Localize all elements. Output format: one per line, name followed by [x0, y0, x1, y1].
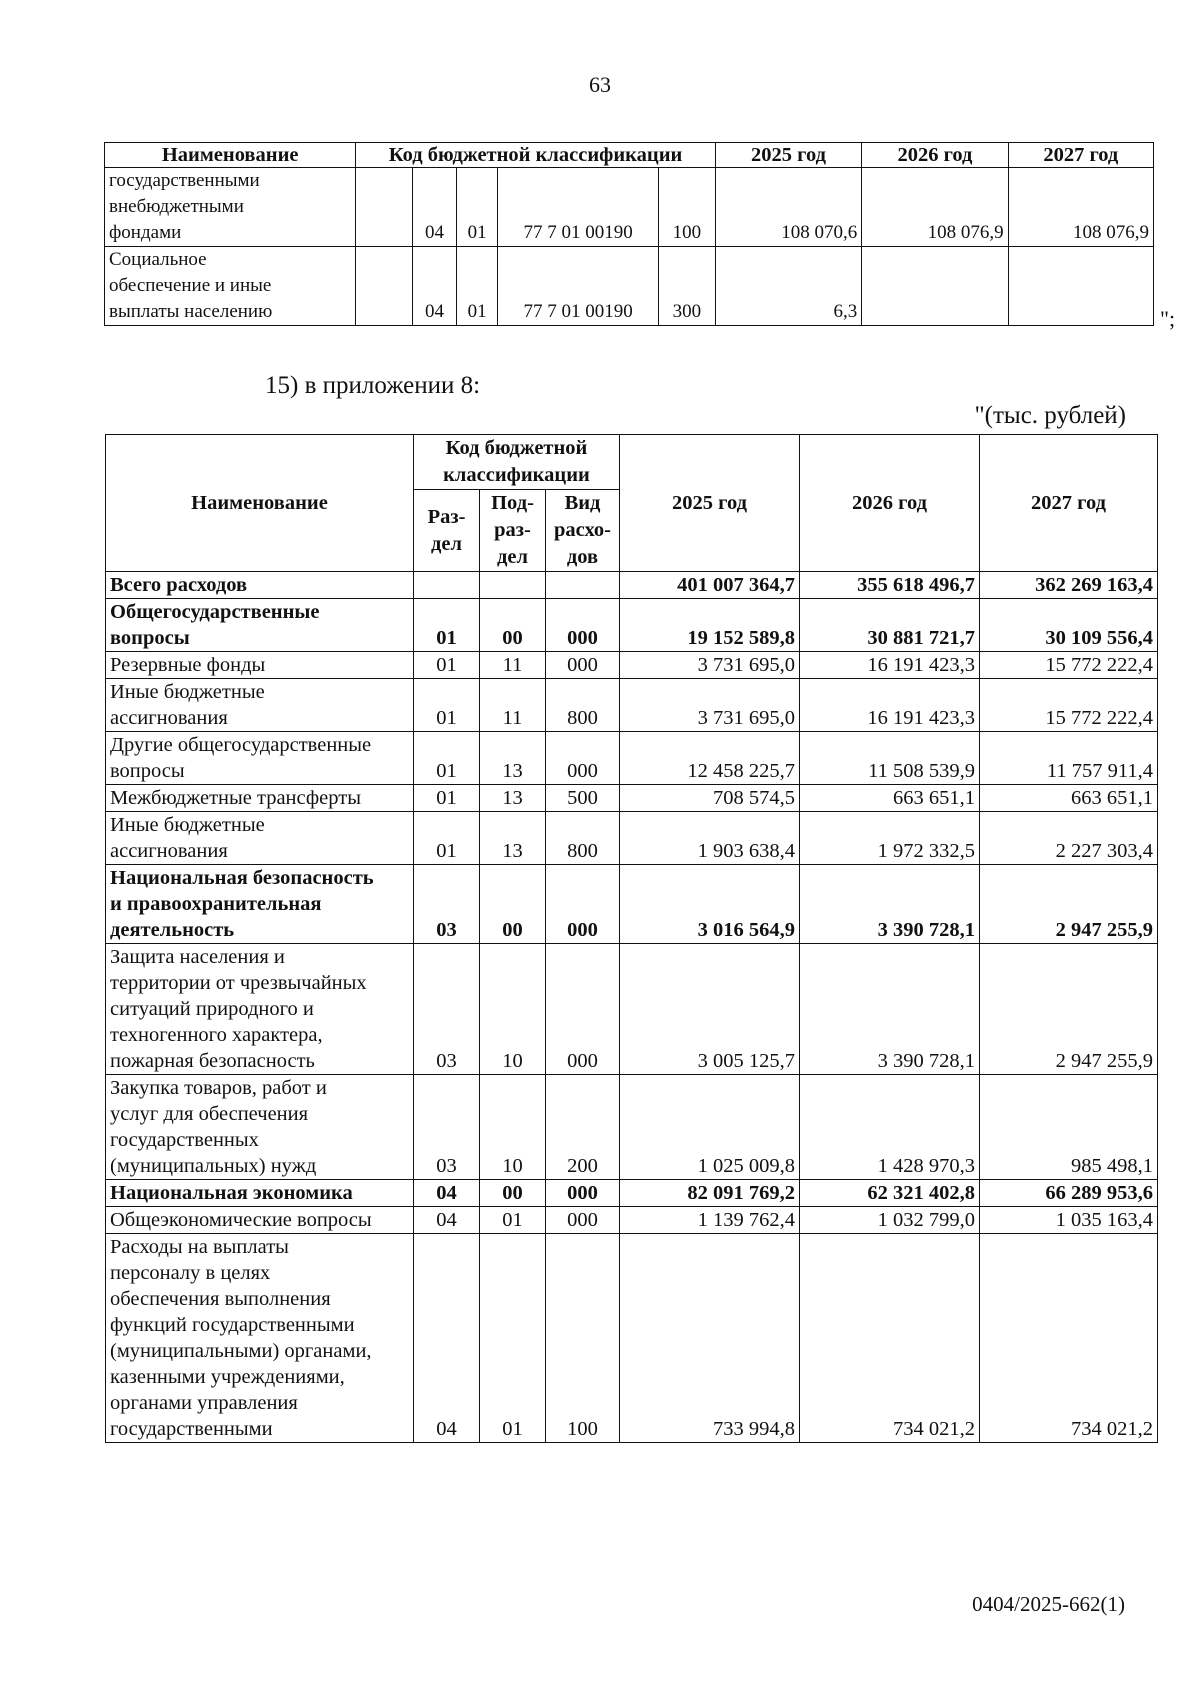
row-name [106, 652, 414, 679]
page-number: 63 [589, 72, 611, 97]
table-row [105, 247, 1154, 326]
podrazdel-cell: 00 [480, 1180, 546, 1207]
razdel-cell [414, 572, 480, 599]
value-2025-cell: 3 005 125,7 [620, 944, 800, 1075]
value-2026-cell: 663 651,1 [800, 785, 980, 812]
row-name-line: Национальная экономика [110, 1182, 353, 1204]
value-2027-cell: 15 772 222,4 [980, 652, 1158, 679]
podrazdel-cell: 13 [480, 812, 546, 865]
header-code-line-2: классификации [443, 464, 590, 486]
value-2027-cell: 2 947 255,9 [980, 865, 1158, 944]
table-row [106, 944, 1158, 1075]
value-2027-cell: 2 227 303,4 [980, 812, 1158, 865]
expense-type-cell: 000 [546, 599, 620, 652]
value-2025-cell: 108 070,6 [715, 168, 861, 247]
header-vid-line: дов [566, 546, 599, 568]
header-code: Код бюджетной классификации [356, 143, 716, 168]
header-vid [546, 490, 620, 572]
table-row [105, 168, 1154, 247]
row-name [106, 1075, 414, 1180]
value-2025-cell: 12 458 225,7 [620, 732, 800, 785]
row-name-line: пожарная безопасность [110, 1050, 315, 1072]
row-name [106, 572, 414, 599]
header-2027: 2027 год [1008, 143, 1153, 168]
row-name-line: органами управления [110, 1392, 298, 1414]
value-2026-cell: 734 021,2 [800, 1234, 980, 1443]
row-name-line: внебюджетными [109, 196, 244, 217]
table-row [106, 1207, 1158, 1234]
value-2025-cell: 3 731 695,0 [620, 652, 800, 679]
value-2025-cell: 6,3 [715, 247, 861, 326]
row-name-line: функций государственными [110, 1314, 355, 1336]
expense-type-cell: 000 [546, 1207, 620, 1234]
row-name [106, 1180, 414, 1207]
expense-type-cell: 100 [546, 1234, 620, 1443]
value-2026-cell: 3 390 728,1 [800, 944, 980, 1075]
row-name-line: Резервные фонды [110, 654, 266, 676]
row-name-line: и правоохранительная [110, 893, 322, 915]
row-name-line: территории от чрезвычайных [110, 972, 367, 994]
row-name [106, 785, 414, 812]
value-2026-cell: 3 390 728,1 [800, 865, 980, 944]
value-2027-cell [1008, 247, 1153, 326]
expense-type-cell: 200 [546, 1075, 620, 1180]
razdel-cell: 03 [414, 1075, 480, 1180]
table2-header-row-1 [106, 435, 1158, 490]
value-2026-cell: 1 032 799,0 [800, 1207, 980, 1234]
header-code-line-1: Код бюджетной [445, 437, 588, 459]
value-2026-cell: 30 881 721,7 [800, 599, 980, 652]
table-row [106, 572, 1158, 599]
header-razdel [414, 490, 480, 572]
code-blank-cell [356, 247, 413, 326]
table1-header-row [105, 143, 1154, 168]
value-2027-cell: 663 651,1 [980, 785, 1158, 812]
row-name [106, 865, 414, 944]
row-name-line: Всего расходов [110, 574, 248, 596]
value-2026-cell: 108 076,9 [862, 168, 1008, 247]
podrazdel-cell: 00 [480, 865, 546, 944]
row-name [105, 247, 356, 326]
row-name-line: государственными [109, 170, 260, 191]
table-row [106, 865, 1158, 944]
header-2025: 2025 год [715, 143, 861, 168]
row-name-line: вопросы [110, 760, 185, 782]
podrazdel-cell: 10 [480, 944, 546, 1075]
podrazdel-cell: 10 [480, 1075, 546, 1180]
table-row [106, 1075, 1158, 1180]
row-name-line: Закупка товаров, работ и [110, 1077, 327, 1099]
value-2025-cell: 3 731 695,0 [620, 679, 800, 732]
razdel-cell: 01 [414, 679, 480, 732]
razdel-cell: 03 [414, 944, 480, 1075]
target-article-cell: 77 7 01 00190 [498, 168, 659, 247]
value-2027-cell: 30 109 556,4 [980, 599, 1158, 652]
value-2026-cell: 11 508 539,9 [800, 732, 980, 785]
table-row [106, 679, 1158, 732]
podrazdel-cell: 01 [480, 1207, 546, 1234]
value-2027-cell: 985 498,1 [980, 1075, 1158, 1180]
podrazdel-cell [480, 572, 546, 599]
row-name-line: Защита населения и [110, 946, 285, 968]
value-2027-cell: 11 757 911,4 [980, 732, 1158, 785]
header-2026: 2026 год [862, 143, 1008, 168]
row-name [106, 944, 414, 1075]
row-name-line: государственными [110, 1418, 273, 1440]
razdel-cell: 04 [414, 1234, 480, 1443]
row-name-line: Социальное [109, 249, 207, 270]
podrazdel-cell: 13 [480, 785, 546, 812]
podrazdel-cell: 13 [480, 732, 546, 785]
header-code [414, 435, 620, 490]
value-2025-cell: 19 152 589,8 [620, 599, 800, 652]
razdel-cell: 01 [414, 732, 480, 785]
section-caption: 15) в приложении 8: [265, 372, 481, 399]
value-2026-cell: 62 321 402,8 [800, 1180, 980, 1207]
table-row [106, 1234, 1158, 1443]
row-name [106, 679, 414, 732]
expense-type-cell: 500 [546, 785, 620, 812]
row-name-line: ситуаций природного и [110, 998, 314, 1020]
row-name-line: государственных [110, 1129, 259, 1151]
value-2027-cell: 108 076,9 [1008, 168, 1153, 247]
value-2025-cell: 401 007 364,7 [620, 572, 800, 599]
row-name-line: Общегосударственные [110, 601, 320, 623]
value-2027-cell: 362 269 163,4 [980, 572, 1158, 599]
value-2025-cell: 1 903 638,4 [620, 812, 800, 865]
podrazdel-cell: 01 [456, 247, 498, 326]
target-article-cell: 77 7 01 00190 [498, 247, 659, 326]
appendix-table-continuation [104, 142, 1154, 326]
table-row [106, 812, 1158, 865]
header-podrazdel [480, 490, 546, 572]
row-name-line: Общеэкономические вопросы [110, 1209, 372, 1231]
row-name-line: ассигнования [110, 840, 228, 862]
header-podrazdel-line: раз- [494, 519, 531, 541]
podrazdel-cell: 01 [480, 1234, 546, 1443]
podrazdel-cell: 11 [480, 679, 546, 732]
row-name-line: Расходы на выплаты [110, 1236, 289, 1258]
row-name-line: (муниципальными) органами, [110, 1340, 372, 1362]
row-name [106, 732, 414, 785]
header-podrazdel-line: дел [497, 546, 528, 568]
razdel-cell: 01 [414, 599, 480, 652]
row-name-line: фондами [109, 222, 182, 243]
appendix-8-table [105, 434, 1158, 1443]
podrazdel-cell: 00 [480, 599, 546, 652]
razdel-cell: 01 [414, 652, 480, 679]
value-2025-cell: 1 025 009,8 [620, 1075, 800, 1180]
razdel-cell: 01 [414, 812, 480, 865]
row-name-line: персоналу в целях [110, 1262, 271, 1284]
value-2026-cell: 1 428 970,3 [800, 1075, 980, 1180]
table-row [106, 1180, 1158, 1207]
table-row [106, 785, 1158, 812]
header-razdel-line: дел [431, 532, 462, 555]
table-row [106, 652, 1158, 679]
header-vid-line: расхо- [553, 519, 612, 541]
razdel-cell: 01 [414, 785, 480, 812]
value-2026-cell: 355 618 496,7 [800, 572, 980, 599]
row-name [106, 1234, 414, 1443]
row-name [106, 599, 414, 652]
razdel-cell: 04 [414, 1207, 480, 1234]
expense-type-cell: 000 [546, 652, 620, 679]
row-name-line: (муниципальных) нужд [110, 1155, 317, 1177]
value-2027-cell: 734 021,2 [980, 1234, 1158, 1443]
row-name-line: деятельность [110, 919, 235, 941]
row-name-line: ассигнования [110, 707, 228, 729]
row-name-line: обеспечения выполнения [110, 1288, 331, 1310]
table-row [106, 599, 1158, 652]
razdel-cell: 04 [414, 1180, 480, 1207]
podrazdel-cell: 11 [480, 652, 546, 679]
row-name-line: Межбюджетные трансферты [110, 787, 361, 809]
header-razdel-line: Раз- [427, 505, 466, 528]
expense-type-cell: 000 [546, 944, 620, 1075]
expense-type-cell: 800 [546, 812, 620, 865]
razdel-cell: 03 [414, 865, 480, 944]
expense-type-cell [546, 572, 620, 599]
expense-type-cell: 100 [658, 168, 715, 247]
row-name-line: казенными учреждениями, [110, 1366, 345, 1388]
value-2027-cell: 15 772 222,4 [980, 679, 1158, 732]
expense-type-cell: 000 [546, 732, 620, 785]
header-2026: 2026 год [800, 435, 980, 572]
expense-type-cell: 800 [546, 679, 620, 732]
podrazdel-cell: 01 [456, 168, 498, 247]
razdel-cell: 04 [413, 247, 457, 326]
header-vid-line: Вид [564, 492, 601, 514]
closing-quote: "; [1160, 306, 1176, 331]
value-2025-cell: 733 994,8 [620, 1234, 800, 1443]
header-2027: 2027 год [980, 435, 1158, 572]
value-2026-cell: 16 191 423,3 [800, 679, 980, 732]
value-2025-cell: 708 574,5 [620, 785, 800, 812]
razdel-cell: 04 [413, 168, 457, 247]
code-blank-cell [356, 168, 413, 247]
unit-note: "(тыс. рублей) [974, 402, 1126, 429]
document-code: 0404/2025-662(1) [972, 1592, 1125, 1616]
row-name-line: обеспечение и иные [109, 275, 272, 296]
row-name-line: Иные бюджетные [110, 814, 265, 836]
row-name-line: выплаты населению [109, 301, 273, 322]
header-podrazdel-line: Под- [491, 492, 534, 514]
expense-type-cell: 000 [546, 1180, 620, 1207]
header-2025: 2025 год [620, 435, 800, 572]
row-name-line: Другие общегосударственные [110, 734, 372, 756]
row-name-line: услуг для обеспечения [110, 1103, 309, 1125]
expense-type-cell: 300 [658, 247, 715, 326]
expense-type-cell: 000 [546, 865, 620, 944]
header-name: Наименование [105, 143, 356, 168]
value-2026-cell [862, 247, 1008, 326]
row-name [106, 1207, 414, 1234]
value-2025-cell: 1 139 762,4 [620, 1207, 800, 1234]
row-name [105, 168, 356, 247]
header-name: Наименование [106, 435, 414, 572]
value-2025-cell: 3 016 564,9 [620, 865, 800, 944]
row-name-line: вопросы [110, 627, 190, 649]
row-name [106, 812, 414, 865]
row-name-line: Иные бюджетные [110, 681, 265, 703]
table-row [106, 732, 1158, 785]
row-name-line: Национальная безопасность [110, 867, 374, 889]
row-name-line: техногенного характера, [110, 1024, 323, 1046]
value-2027-cell: 2 947 255,9 [980, 944, 1158, 1075]
value-2025-cell: 82 091 769,2 [620, 1180, 800, 1207]
value-2026-cell: 16 191 423,3 [800, 652, 980, 679]
value-2027-cell: 1 035 163,4 [980, 1207, 1158, 1234]
value-2027-cell: 66 289 953,6 [980, 1180, 1158, 1207]
value-2026-cell: 1 972 332,5 [800, 812, 980, 865]
